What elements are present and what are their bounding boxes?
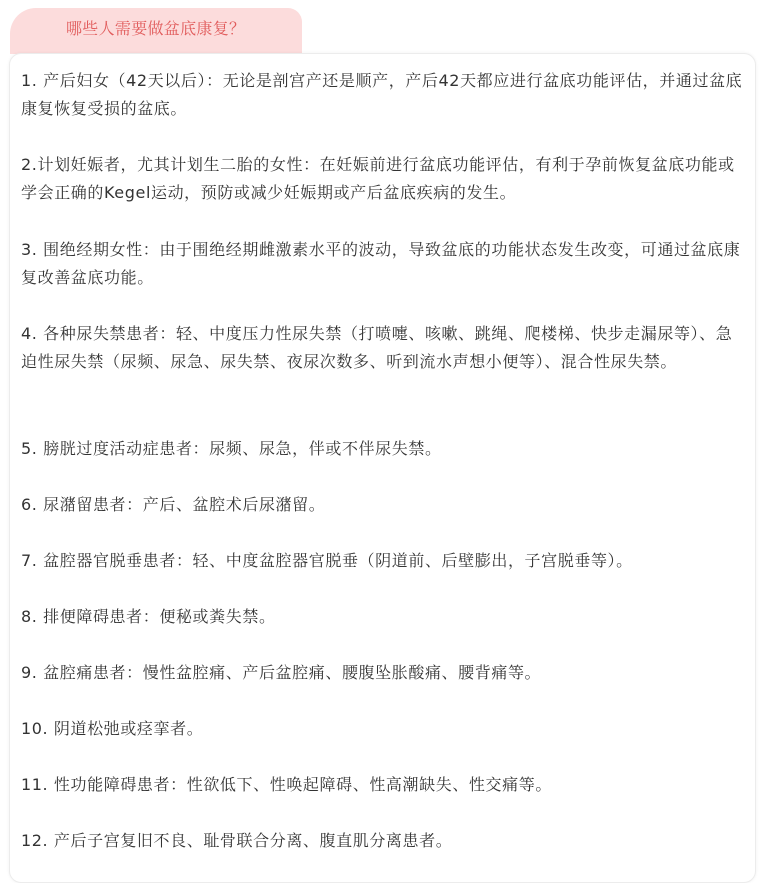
list-item: 1. 产后妇女（42天以后）：无论是剖宫产还是顺产，产后42天都应进行盆底功能评估，并通过盆底康复恢复受损的盆底。 [21, 71, 743, 118]
list-item: 12. 产后子宫复旧不良、耻骨联合分离、腹直肌分离患者。 [21, 831, 453, 850]
list-item: 9. 盆腔痛患者：慢性盆腔痛、产后盆腔痛、腰腹坠胀酸痛、腰背痛等。 [21, 663, 542, 682]
list-item: 2.计划妊娠者，尤其计划生二胎的女性：在妊娠前进行盆底功能评估，有利于孕前恢复盆底功能或学会正确的Kegel运动，预防或减少妊娠期或产后盆底疾病的发生。 [21, 155, 735, 202]
section-title: 哪些人需要做盆底康复？ [66, 19, 246, 38]
list-item: 6. 尿潴留患者：产后、盆腔术后尿潴留。 [21, 495, 326, 514]
list-item: 3. 围绝经期女性：由于围绝经期雌激素水平的波动，导致盆底的功能状态发生改变，可通过盆底康复改善盆底功能。 [21, 240, 741, 287]
list-item: 7. 盆腔器官脱垂患者：轻、中度盆腔器官脱垂（阴道前、后壁膨出，子宫脱垂等）。 [21, 551, 633, 570]
section-header-tab [10, 8, 302, 54]
list-item: 10. 阴道松弛或痉挛者。 [21, 719, 204, 738]
list-item: 11. 性功能障碍患者：性欲低下、性唤起障碍、性高潮缺失、性交痛等。 [21, 775, 552, 794]
list-item: 8. 排便障碍患者：便秘或粪失禁。 [21, 607, 276, 626]
list-item: 5. 膀胱过度活动症患者：尿频、尿急，伴或不伴尿失禁。 [21, 439, 442, 458]
list-item: 4. 各种尿失禁患者：轻、中度压力性尿失禁（打喷嚏、咳嗽、跳绳、爬楼梯、快步走漏尿等）、急迫性尿失禁（尿频、尿急、尿失禁、夜尿次数多、听到流水声想小便等）、混合性尿失禁。 [21, 324, 733, 371]
